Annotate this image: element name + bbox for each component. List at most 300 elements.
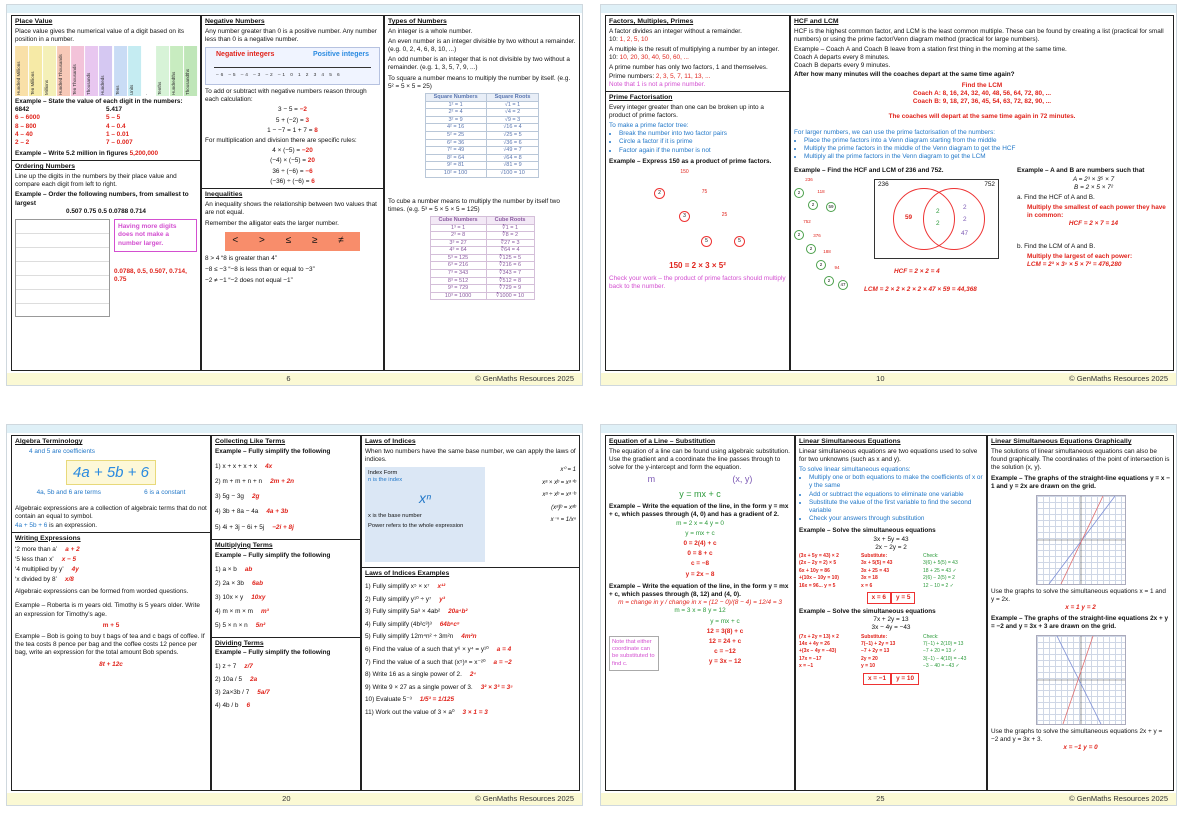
working-col xyxy=(861,552,921,590)
square-cell: √64 = 8 xyxy=(486,154,539,162)
pv-answer-2: 5,200,000 xyxy=(129,150,159,158)
pv-answer: 1 – 0.01 xyxy=(106,130,130,138)
question-a: a. Find the HCF of A and B. xyxy=(1017,193,1095,201)
mt-item-question: 4) m × m × m xyxy=(215,608,253,616)
tree-node: 2 xyxy=(794,188,804,198)
cube-cell: ∛64 = 4 xyxy=(486,247,534,255)
prime-note: Note that 1 is not a prime number. xyxy=(609,80,706,88)
big-step: • Multiply all the prime factors in the Venn diagram to get the LCM xyxy=(804,153,1170,161)
ordering-grid xyxy=(15,219,110,317)
clt-item-answer: 2m + 2n xyxy=(270,478,295,486)
cube-cell: 1³ = 1 xyxy=(430,224,486,232)
index-power: Power refers to the whole expression xyxy=(368,523,464,530)
square-cell: √9 = 3 xyxy=(486,116,539,124)
pf-step: • Break the number into two factor pairs xyxy=(619,130,786,138)
graphical-column xyxy=(987,435,1174,791)
venn-middle-2: 2 xyxy=(936,219,940,227)
cube-cell: 8³ = 512 xyxy=(430,277,486,285)
venn-label-a: 236 xyxy=(878,180,889,188)
cube-row xyxy=(430,270,534,278)
neg-text: Any number greater than 0 is a positive number. Any number less than 0 is a negative number. xyxy=(205,27,377,43)
ineq-title: Inequalities xyxy=(205,190,243,198)
square-cell: √25 = 5 xyxy=(486,131,539,139)
eq-step: y = mx + c xyxy=(685,529,715,537)
pv-column: Ten Millions xyxy=(29,46,42,96)
neg-calc-answer: 8 xyxy=(314,126,318,134)
eq-step: y = 2x − 8 xyxy=(685,570,715,578)
writing-expression xyxy=(15,556,207,564)
prime-def: A prime number has only two factors, 1 and themselves. xyxy=(609,64,768,72)
clt-item-question: 1) x + x + x + x xyxy=(215,462,258,470)
pv-answer: 4 – 0.4 xyxy=(106,122,126,130)
neg-title: Negative Numbers xyxy=(205,18,265,25)
we-text: Algebraic expressions can be formed from worded questions. xyxy=(15,588,189,596)
writing-expression xyxy=(15,576,207,584)
lcm-answer: The coaches will depart at the same time again in 72 minutes. xyxy=(888,113,1076,121)
working-line: 3x = 18 xyxy=(861,575,878,582)
working-col xyxy=(799,633,859,671)
pv-column: Tenths xyxy=(156,46,169,96)
question-a-result: HCF = 2 × 7 = 14 xyxy=(1068,220,1119,228)
types-column xyxy=(384,15,580,371)
mt-item-answer: m³ xyxy=(261,608,269,616)
neg-calc-answer: 3 xyxy=(305,116,310,124)
mt-item-question: 3) 10x × y xyxy=(215,594,244,602)
cube-row xyxy=(430,292,534,300)
alg-def: Algebraic expressions are a collection of algebraic terms that do not contain an equal to symbol. xyxy=(15,505,207,521)
mt-item-answer: 10xy xyxy=(251,594,266,602)
tree-node: 2 xyxy=(806,244,816,254)
working-line: (2x − 2y = 2) × 5 xyxy=(799,560,837,567)
eq-steps-2 xyxy=(659,616,791,672)
working-line: y = 10 xyxy=(861,663,876,670)
hcf-lcm-example: Example – Find the HCF and LCM of 236 and 752. xyxy=(794,167,944,175)
ls-step: • Multiply one or both equations to make the coefficients of x or y the same xyxy=(809,474,983,490)
index-example-question: 4) Fully simplify (4b²c³)³ xyxy=(365,620,432,628)
index-example-question: 2) Fully simplify y¹⁰ ÷ y⁷ xyxy=(365,595,432,603)
index-law: x⁻ⁿ = 1/xⁿ xyxy=(550,517,576,524)
index-example-answer: a = 4 xyxy=(496,646,512,654)
page-number: 25 xyxy=(876,794,885,803)
clt-item-answer: 4a + 3b xyxy=(266,508,289,516)
cube-cell: 2³ = 8 xyxy=(430,232,486,240)
tree-node: 59 xyxy=(826,202,836,212)
lie-title: Laws of Indices Examples xyxy=(365,570,450,578)
tree-node: 118 xyxy=(817,188,825,194)
ls-answer-1a: x = 6 xyxy=(867,592,891,604)
square-row xyxy=(425,154,539,162)
index-examples xyxy=(365,583,576,717)
indices-column xyxy=(361,435,580,791)
mt-item-question: 1) a × b xyxy=(215,565,237,573)
cube-cell: 4³ = 64 xyxy=(430,247,486,255)
index-example-question: 7) Find the value of a such that (x⁵)ᵃ = x⁻²⁰ xyxy=(365,658,486,666)
pf-text: Every integer greater than one can be broken up into a product of prime factors. xyxy=(609,103,764,119)
copyright: © GenMaths Resources 2025 xyxy=(475,794,574,803)
mt-item-question: 2) 2a × 3b xyxy=(215,579,244,587)
page-25-footer xyxy=(601,793,1176,805)
working-line: Substitute: xyxy=(861,633,888,640)
index-law: (xᵃ)ᵇ = xᵃᵇ xyxy=(551,504,576,511)
pv-number-b: 5.417 xyxy=(106,106,122,114)
cube-table xyxy=(430,216,535,301)
eq-m: m xyxy=(647,474,656,485)
eq-steps-1 xyxy=(609,530,791,579)
cube-cell: ∛216 = 6 xyxy=(486,262,534,270)
ls-answer-2b: y = 10 xyxy=(891,673,919,685)
pv-answer: 5 – 5 xyxy=(106,114,121,122)
dt-item xyxy=(215,702,357,710)
big-step: • Place the prime factors into a Venn diagram starting from the middle xyxy=(804,137,1170,145)
ls-steps xyxy=(799,474,983,523)
index-example xyxy=(365,633,576,641)
dt-item-question: 4) 4b / b xyxy=(215,702,239,710)
pf-step: • Factor again if the number is not xyxy=(619,147,786,155)
dt-item-answer: z/7 xyxy=(244,662,253,670)
factor-tree xyxy=(609,166,786,261)
lcm-coach-a: Coach A: 8, 16, 24, 32, 40, 48, 56, 64, 72, 80, ... xyxy=(913,90,1051,97)
eq-title: Equation of a Line – Substitution xyxy=(609,438,716,445)
tree-node: 236 xyxy=(805,176,813,182)
tree-node: 5 xyxy=(701,236,712,247)
hcf-lcm-column xyxy=(790,15,1174,371)
multiple-example: 10, 20, 30, 40, 50, 60, ... xyxy=(619,54,689,62)
square-row xyxy=(425,147,539,155)
eq-step: c = −12 xyxy=(714,648,736,656)
cube-row xyxy=(430,277,534,285)
index-law: x⁰ = 1 xyxy=(560,467,576,474)
li-text: When two numbers have the same base number, we can apply the laws of indices. xyxy=(365,447,576,463)
ls-answer-2a: x = −1 xyxy=(863,673,891,685)
hcf-question: After how many minutes will the coaches depart at the same time again? xyxy=(794,70,1015,78)
pv-answers xyxy=(15,114,197,147)
eq-text: The equation of a line can be found using algebraic substitution. Use the gradient and a coordinate the line passes through to solve for the y-intercept and form the equation. xyxy=(609,447,790,472)
tree-node: 94 xyxy=(834,264,840,270)
venn-middle-1: 2 xyxy=(936,207,940,215)
multiple-ex-label: 10: xyxy=(609,54,620,62)
ls-working-1 xyxy=(799,552,983,590)
square-cell: √16 = 4 xyxy=(486,124,539,132)
venn-diagram xyxy=(874,179,999,259)
working-line: x = 6 xyxy=(861,582,873,589)
working-col xyxy=(923,633,983,671)
gr-question-2: Use the graphs to solve the simultaneous equations 2x + y = −2 and y = 3x + 3. xyxy=(991,727,1163,743)
dt-item-question: 1) z ÷ 7 xyxy=(215,662,237,670)
clt-item-question: 3) 5g − 3g xyxy=(215,493,244,501)
pv-number-a: 6842 xyxy=(15,106,30,114)
ls-example-2: Example – Solve the simultaneous equations xyxy=(799,608,936,616)
square-cell: √100 = 10 xyxy=(486,169,539,177)
page-number: 10 xyxy=(876,374,885,383)
alg-title: Algebra Terminology xyxy=(15,438,83,445)
venn-right-3: 47 xyxy=(961,229,969,237)
square-cell: √4 = 2 xyxy=(486,109,539,117)
clt-item xyxy=(215,478,357,486)
page-6 xyxy=(6,4,583,386)
neg-add-text: To add or subtract with negative numbers reason through each calculation: xyxy=(205,88,367,104)
coeff-label: 4 and 5 are coefficients xyxy=(29,447,95,455)
we-example-2: Example – Bob is going to buy t bags of tea and c bags of coffee. If the tea costs 8 pence per bag and the coffee costs 12 pence per bag, write an expression for the total amount Bob spends. xyxy=(15,633,205,657)
index-example-answer: 3 × 1 = 3 xyxy=(462,708,488,716)
neg-calc xyxy=(205,127,380,135)
tree-node: 5 xyxy=(734,236,745,247)
pv-column: Hundredths xyxy=(170,46,183,96)
copyright: © GenMaths Resources 2025 xyxy=(1069,794,1168,803)
we-example-1: Example – Roberta is m years old. Timothy is 5 years older. Write an expression for Timothy’s age. xyxy=(15,602,200,618)
writing-expression-question: ‘2 more than a’ xyxy=(15,545,58,553)
index-example-question: 1) Fully simplify x⁵ × x⁷ xyxy=(365,583,430,591)
tree-node: 188 xyxy=(823,248,831,254)
working-line: Substitute: xyxy=(861,552,888,559)
neg-calc-question: 3 − 5 = xyxy=(278,106,300,114)
venn-label-b: 752 xyxy=(984,180,995,188)
pv-column: Hundred Thousands xyxy=(57,46,70,96)
hcf-text: HCF is the highest common factor, and LCM is the least common multiple. These can be found by creating a list (practical for small numbers) or using the prime factor/Venn diagram method (practical for large numbers). xyxy=(794,27,1164,43)
pf-step: • Circle a factor if it is prime xyxy=(619,138,786,146)
neg-mult-calc-answer: 20 xyxy=(307,157,315,165)
working-line: x = −1 xyxy=(799,663,814,670)
square-cell: 10² = 100 xyxy=(425,169,486,177)
writing-expression-answer: x − 5 xyxy=(61,555,77,563)
square-row xyxy=(425,101,539,109)
terms-column xyxy=(211,435,361,791)
working-line: 2y = 20 xyxy=(861,655,878,662)
writing-expression-answer: x/8 xyxy=(64,576,74,584)
page-20 xyxy=(6,424,583,806)
dt-item-answer: 2a xyxy=(250,675,258,683)
ls-answer-1b: y = 5 xyxy=(891,592,915,604)
eq-example-1: Example – Write the equation of the line, in the form y = mx + c, which passes through (4, 0) and has a gradient of 2. xyxy=(609,503,789,519)
square-row xyxy=(425,124,539,132)
inequality-symbols: < > ≤ ≥ ≠ xyxy=(225,232,360,251)
alg-example-rest: is an expression. xyxy=(47,521,98,529)
negative-numbers-column xyxy=(201,15,384,371)
venn-circle-b xyxy=(923,188,985,250)
tree-node: 3 xyxy=(679,211,690,222)
working-line: (3x + 5y = 43) × 2 xyxy=(799,552,839,559)
constant-label: 6 is a constant xyxy=(144,489,186,497)
question-b: b. Find the LCM of A and B. xyxy=(1017,242,1096,250)
eq-note: Note that either coordinate can be substituted to find c. xyxy=(609,636,659,672)
ineq-examples xyxy=(205,255,380,286)
eq-values-1: m = 2 x = 4 y = 0 xyxy=(676,519,724,527)
index-form-box xyxy=(365,467,485,562)
collect-like-terms xyxy=(215,463,357,532)
eq-values-2: m = 3 x = 8 y = 12 xyxy=(674,607,726,615)
question-b-result: LCM = 2³ × 3⁵ × 5 × 7² = 476,280 xyxy=(1027,261,1122,268)
clt-title: Collecting Like Terms xyxy=(215,438,286,445)
page-10 xyxy=(600,4,1177,386)
index-example-answer: 4m²n xyxy=(461,633,477,641)
working-line: 18 + 25 = 43 ✓ xyxy=(923,567,957,574)
mt-item xyxy=(215,608,357,616)
working-line: −7 + 20 = 13 ✓ xyxy=(923,648,957,655)
index-example-answer: 3² × 3³ = 3⁵ xyxy=(480,683,513,691)
gr-answer-1: x = 1 y = 2 xyxy=(1065,604,1096,611)
square-header: Square Roots xyxy=(486,94,539,102)
square-cell: 2² = 4 xyxy=(425,109,486,117)
pf-how: To make a prime factor tree: xyxy=(609,122,689,130)
venn-left: 59 xyxy=(905,213,913,221)
clt-item xyxy=(215,524,357,532)
ls-how: To solve linear simultaneous equations: xyxy=(799,466,911,474)
pf-check: Check your work – the product of prime factors should multiply back to the number. xyxy=(609,275,786,291)
square-cell: √49 = 7 xyxy=(486,147,539,155)
cube-cell: ∛8 = 2 xyxy=(486,232,534,240)
index-example xyxy=(365,608,576,616)
dt-item-answer: 6 xyxy=(246,702,251,710)
index-example xyxy=(365,671,576,679)
terms-label: 4a, 5b and 6 are terms xyxy=(36,489,101,497)
clt-item xyxy=(215,463,357,471)
hcf-example-a: Coach A departs every 8 minutes. xyxy=(794,54,890,62)
cube-row xyxy=(430,262,534,270)
gr-text: The solutions of linear simultaneous equations can also be found graphically. The coordinates of the point of intersection is the solution (x, y). xyxy=(991,447,1170,472)
question-b-answer: Multiply the largest of each power: xyxy=(1027,252,1133,260)
index-example xyxy=(365,659,576,667)
eq-step: c = −8 xyxy=(690,560,710,568)
factor-ex-label: 10: xyxy=(609,35,620,43)
neg-mult-calc-question: (−36) ÷ (−6) = xyxy=(270,177,312,185)
index-example-answer: a = −2 xyxy=(493,658,512,666)
ineq-text: An inequality shows the relationship between two values that are not equal. xyxy=(205,200,377,216)
we-answer-2: 8t + 12c xyxy=(99,660,123,668)
neg-mult-calc-answer: −6 xyxy=(305,167,313,175)
index-example xyxy=(365,646,576,654)
factors-column xyxy=(605,15,790,371)
tree-node: 47 xyxy=(838,280,848,290)
factor-trees-236-752 xyxy=(794,176,874,301)
working-line: −3 − 40 = −43 ✓ xyxy=(923,663,960,670)
index-example xyxy=(365,621,576,629)
factor-def: A factor divides an integer without a remainder. xyxy=(609,27,742,35)
pv-column: Hundred Millions xyxy=(15,46,28,96)
clt-item-question: 4) 3b + 8a − 4a xyxy=(215,508,259,516)
index-law: xᵃ ÷ xᵇ = xᵃ⁻ᵇ xyxy=(542,492,576,499)
ordering-title: Ordering Numbers xyxy=(15,163,76,171)
cube-header: Cube Roots xyxy=(486,216,534,224)
square-row xyxy=(425,131,539,139)
li-title: Laws of Indices xyxy=(365,438,416,445)
index-example-question: 6) Find the value of a such that y⁶ × y⁴ = y¹⁰ xyxy=(365,646,489,654)
mt-title: Multiplying Terms xyxy=(215,541,273,549)
pf-answer: 150 = 2 × 3 × 5² xyxy=(669,261,726,270)
place-value-chart xyxy=(15,46,197,96)
writing-expression-question: ‘x divided by 8’ xyxy=(15,576,57,584)
cube-row xyxy=(430,224,534,232)
dt-item xyxy=(215,689,357,697)
index-example-question: 10) Evaluate 5⁻³ xyxy=(365,696,412,704)
pv-def: Place value gives the numerical value of a digit based on its position in a number. xyxy=(15,27,185,43)
eq-form: y = mx + c xyxy=(679,488,721,499)
square-cell: 6² = 36 xyxy=(425,139,486,147)
clt-item-answer: 4x xyxy=(265,462,273,470)
index-xn: xⁿ xyxy=(418,489,432,506)
eq-step: y = mx + c xyxy=(710,617,740,625)
neg-label: Negative integers xyxy=(216,51,275,59)
index-example-answer: 20a⁴b² xyxy=(448,608,468,616)
neg-mult-calc-question: 36 ÷ (−6) = xyxy=(272,167,306,175)
writing-expressions xyxy=(15,546,207,585)
pv-column: Ten Thousands xyxy=(71,46,84,96)
index-example-question: 5) Fully simplify 12m⁴n² ÷ 3m²n xyxy=(365,633,454,641)
example-3: Example – A and B are numbers such that xyxy=(1017,167,1145,175)
working-col xyxy=(923,552,983,590)
tree-node: 2 xyxy=(794,230,804,240)
pv-column: . xyxy=(142,46,155,96)
page-25 xyxy=(600,424,1177,806)
working-line: 14x + 4y = 26 xyxy=(799,641,830,648)
working-line: Check: xyxy=(923,552,939,559)
multiplying-terms xyxy=(215,566,357,631)
index-example-answer: x¹² xyxy=(437,583,446,591)
working-line: Check: xyxy=(923,633,939,640)
writing-expression-answer: 4y xyxy=(71,565,79,573)
copyright: © GenMaths Resources 2025 xyxy=(1069,374,1168,383)
cube-cell: ∛343 = 7 xyxy=(486,270,534,278)
simultaneous-column xyxy=(795,435,987,791)
tree-node: 25 xyxy=(721,212,728,218)
clt-item xyxy=(215,493,357,501)
pv-column: Hundreds xyxy=(99,46,112,96)
dt-item xyxy=(215,676,357,684)
ineq-example: −2 ≠ −1 “−2 does not equal −1” xyxy=(205,277,293,285)
working-line: 3(6) + 5(5) = 43 xyxy=(923,560,958,567)
mt-item-answer: 6ab xyxy=(251,579,263,587)
square-cell: 8² = 64 xyxy=(425,154,486,162)
index-example-question: 11) Work out the value of 3 × a⁰ xyxy=(365,708,455,716)
ordering-text: Line up the digits in the numbers by their place value and compare each digit from left to right. xyxy=(15,173,177,189)
square-row xyxy=(425,116,539,124)
neg-mult-calcs xyxy=(205,147,380,186)
working-line: (7x + 2y = 13) × 2 xyxy=(799,633,839,640)
page-number: 20 xyxy=(282,794,291,803)
page-10-footer xyxy=(601,373,1176,385)
neg-calc-question: 1 − −7 = 1 + 7 = xyxy=(267,126,315,134)
cube-cell: 5³ = 125 xyxy=(430,254,486,262)
tree-node: 2 xyxy=(654,188,665,199)
factor-example: 1, 2, 5, 10 xyxy=(619,35,649,43)
cube-cell: 7³ = 343 xyxy=(430,270,486,278)
neg-calc xyxy=(205,106,380,114)
cube-cell: 10³ = 1000 xyxy=(430,292,486,300)
ordering-answer: 0.0788, 0.5, 0.507, 0.714, 0.75 xyxy=(114,267,187,284)
lcm-find: Find the LCM xyxy=(961,81,1003,89)
pv-answer: 2 – 2 xyxy=(15,139,30,146)
dt-item-question: 2) 10a / 5 xyxy=(215,675,243,683)
working-line: 7(−1) + 2(10) = 13 xyxy=(923,641,964,648)
square-cell: 5² = 25 xyxy=(425,131,486,139)
cube-cell: ∛125 = 5 xyxy=(486,254,534,262)
ineq-remember: Remember the alligator eats the larger number. xyxy=(205,220,339,227)
gr-example-2: Example – The graphs of the straight-line equations 2x + y = −2 and y = 3x + 3 are drawn on the grid. xyxy=(991,615,1169,631)
tree-node: 2 xyxy=(808,200,818,210)
clt-item-question: 2) m + m + n + n xyxy=(215,478,263,486)
pv-example-2: Example – Write 5.2 million in figures xyxy=(15,150,128,158)
number-line-labels: –6 –5 –4 –3 –2 –1 0 1 2 3 4 5 6 xyxy=(216,73,342,79)
types-even: An even number is an integer divisible by two without a remainder. (e.g. 0, 2, 4, 6, 8, 10, ...) xyxy=(388,37,576,54)
pos-label: Positive integers xyxy=(312,51,369,59)
neg-mult-calc-answer: 6 xyxy=(311,177,315,185)
ineq-example: 8 > 4 “8 is greater than 4” xyxy=(205,254,277,262)
neg-mult-calc xyxy=(205,157,380,165)
pf-title: Prime Factorisation xyxy=(609,94,673,101)
big-steps xyxy=(794,137,1170,162)
mt-item xyxy=(215,566,357,574)
square-table xyxy=(425,93,540,178)
ineq-example: −8 ≤ −3 “−8 is less than or equal to −3” xyxy=(205,266,315,274)
ex3-a: A = 2³ × 3⁵ × 7 xyxy=(1072,175,1115,183)
